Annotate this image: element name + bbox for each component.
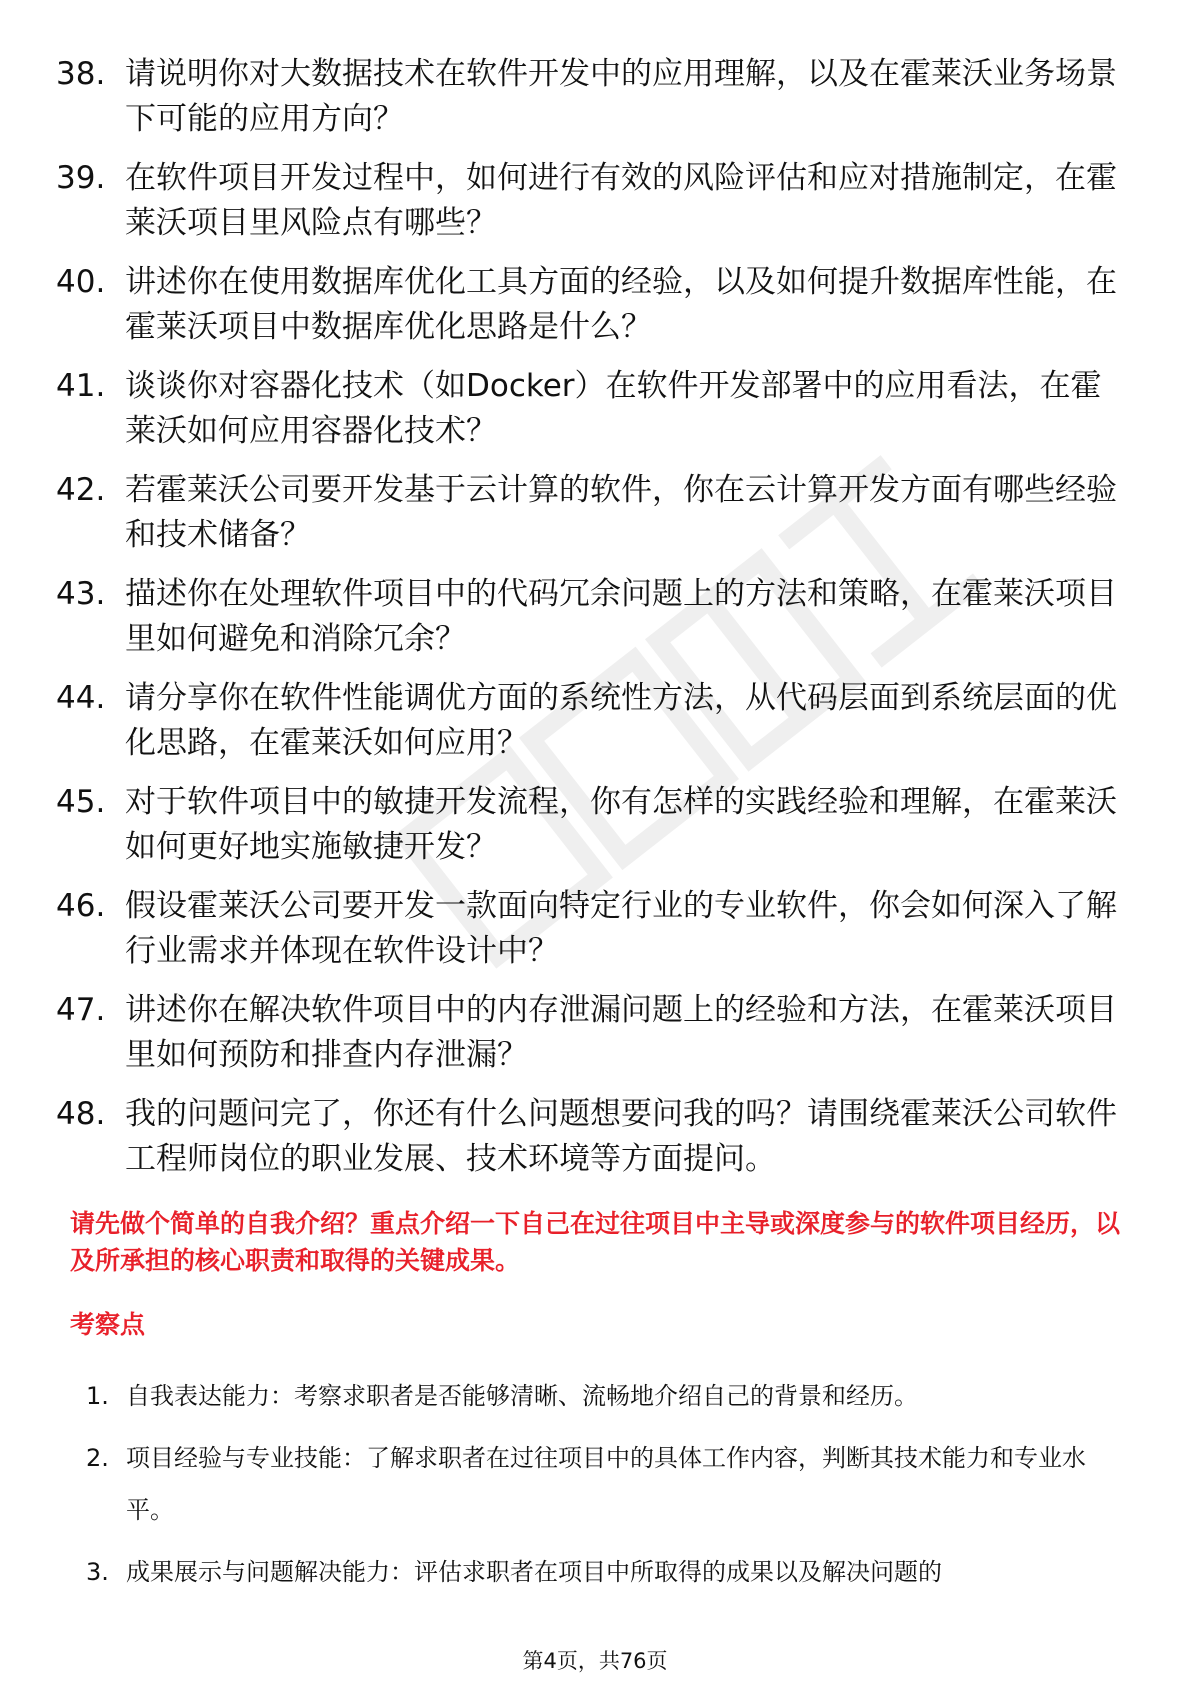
question-text: 请说明你对大数据技术在软件开发中的应用理解，以及在霍莱沃业务场景下可能的应用方向？ xyxy=(125,56,1117,137)
question-item xyxy=(0,884,1125,974)
point-text: 项目经验与专业技能：了解求职者在过往项目中的具体工作内容，判断其技术能力和专业水平。 xyxy=(126,1444,1086,1524)
question-number: 41. xyxy=(56,368,106,404)
point-text: 成果展示与问题解决能力：评估求职者在项目中所取得的成果以及解决问题的 xyxy=(126,1558,942,1586)
point-number: 1. xyxy=(86,1382,109,1410)
intro-question: 请先做个简单的自我介绍？重点介绍一下自己在过往项目中主导或深度参与的软件项目经历，以及所承担的核心职责和取得的关键成果。 xyxy=(70,1209,1121,1275)
question-number: 48. xyxy=(56,1096,106,1132)
question-item xyxy=(0,1092,1125,1182)
point-number: 3. xyxy=(86,1558,109,1586)
question-number: 42. xyxy=(56,472,106,508)
question-text: 假设霍莱沃公司要开发一款面向特定行业的专业软件，你会如何深入了解行业需求并体现在软件设计中？ xyxy=(125,888,1117,969)
question-item xyxy=(0,468,1125,558)
question-item xyxy=(0,52,1125,142)
assessment-point xyxy=(0,1546,1116,1598)
section-title: 考察点 xyxy=(70,1310,146,1339)
question-text: 讲述你在使用数据库优化工具方面的经验，以及如何提升数据库性能，在霍莱沃项目中数据库优化思路是什么？ xyxy=(125,264,1117,345)
question-item xyxy=(0,260,1125,350)
question-text: 谈谈你对容器化技术（如Docker）在软件开发部署中的应用看法，在霍莱沃如何应用容器化技术？ xyxy=(125,368,1102,449)
assessment-point xyxy=(0,1432,1116,1536)
page-footer: 第4页，共76页 xyxy=(522,1649,668,1673)
question-number: 43. xyxy=(56,576,106,612)
question-item xyxy=(0,572,1125,662)
question-number: 44. xyxy=(56,680,106,716)
question-number: 38. xyxy=(56,56,106,92)
question-number: 45. xyxy=(56,784,106,820)
question-number: 47. xyxy=(56,992,106,1028)
question-list xyxy=(0,52,1190,1196)
question-item xyxy=(0,676,1125,766)
question-item xyxy=(0,780,1125,870)
question-text: 我的问题问完了，你还有什么问题想要问我的吗？请围绕霍莱沃公司软件工程师岗位的职业发展、技术环境等方面提问。 xyxy=(125,1096,1117,1177)
question-text: 若霍莱沃公司要开发基于云计算的软件，你在云计算开发方面有哪些经验和技术储备？ xyxy=(125,472,1117,553)
question-item xyxy=(0,364,1125,454)
assessment-point xyxy=(0,1370,1116,1422)
point-number: 2. xyxy=(86,1444,109,1472)
point-text: 自我表达能力：考察求职者是否能够清晰、流畅地介绍自己的背景和经历。 xyxy=(126,1382,918,1410)
question-text: 描述你在处理软件项目中的代码冗余问题上的方法和策略，在霍莱沃项目里如何避免和消除冗余？ xyxy=(125,576,1117,657)
assessment-points-list xyxy=(0,1370,1116,1608)
question-item xyxy=(0,156,1125,246)
question-text: 对于软件项目中的敏捷开发流程，你有怎样的实践经验和理解，在霍莱沃如何更好地实施敏捷开发？ xyxy=(125,784,1117,865)
question-item xyxy=(0,988,1125,1078)
question-text: 讲述你在解决软件项目中的内存泄漏问题上的经验和方法，在霍莱沃项目里如何预防和排查内存泄漏？ xyxy=(125,992,1117,1073)
question-number: 39. xyxy=(56,160,106,196)
question-number: 40. xyxy=(56,264,106,300)
question-number: 46. xyxy=(56,888,106,924)
question-text: 请分享你在软件性能调优方面的系统性方法，从代码层面到系统层面的优化思路，在霍莱沃如何应用？ xyxy=(125,680,1117,761)
question-text: 在软件项目开发过程中，如何进行有效的风险评估和应对措施制定，在霍莱沃项目里风险点有哪些？ xyxy=(125,160,1117,241)
